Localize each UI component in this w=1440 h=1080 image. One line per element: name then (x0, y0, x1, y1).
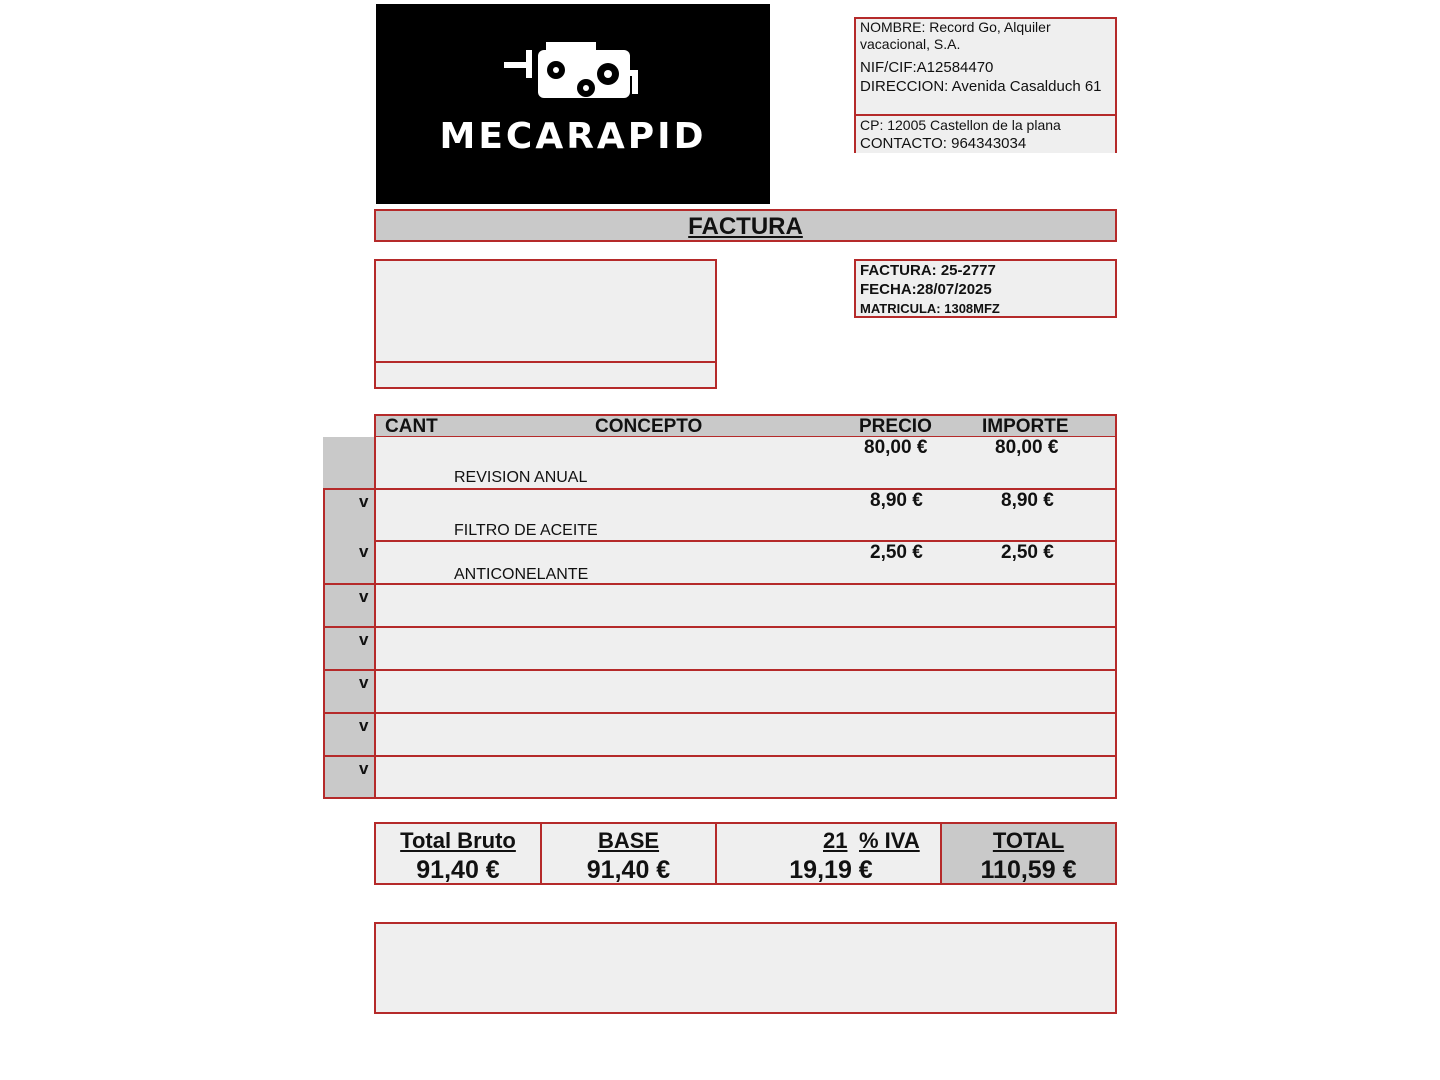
company-contact: CONTACTO: 964343034 (860, 135, 1027, 152)
totals-box (374, 822, 1117, 885)
engine-icon (376, 4, 770, 114)
row-mark: v (359, 630, 369, 649)
total-bruto-label: Total Bruto (400, 828, 516, 853)
row-mark: v (359, 716, 369, 735)
company-nif: NIF/CIF:A12584470 (860, 59, 994, 76)
invoice-number: FACTURA: 25-2777 (860, 262, 996, 279)
row-amount: 80,00 € (995, 437, 1059, 458)
header-cant: CANT (385, 416, 438, 437)
iva-label: % IVA (859, 828, 920, 853)
table-row (374, 626, 1117, 671)
header-concepto: CONCEPTO (595, 416, 703, 437)
total-bruto-cell (376, 824, 542, 883)
notes-box (374, 922, 1117, 1014)
iva-rate: 21 (823, 828, 848, 853)
base-cell (542, 824, 717, 883)
company-info (854, 17, 1117, 153)
iva-cell (717, 824, 942, 883)
table-row (374, 583, 1117, 628)
company-address: DIRECCION: Avenida Casalduch 61 (860, 78, 1102, 95)
row-side-cell (323, 488, 376, 542)
row-side-cell (323, 669, 376, 714)
table-row (374, 712, 1117, 757)
brand-name: MECARAPID (439, 116, 707, 157)
total-bruto-value: 91,40 € (416, 856, 500, 884)
row-description: ANTICONELANTE (454, 566, 589, 583)
row-mark: v (359, 587, 369, 606)
row-price: 8,90 € (870, 490, 923, 511)
company-logo (376, 4, 770, 204)
base-value: 91,40 € (586, 856, 671, 884)
invoice-title: FACTURA (688, 213, 803, 240)
row-mark: v (359, 759, 369, 778)
row-mark: v (359, 673, 369, 692)
client-box (374, 259, 717, 389)
header-importe: IMPORTE (982, 416, 1069, 437)
base-label: BASE (597, 828, 660, 853)
items-header (374, 414, 1117, 438)
invoice-title-bar (374, 209, 1117, 242)
row-price: 2,50 € (870, 542, 923, 563)
table-row (374, 488, 1117, 542)
row-side-cell (323, 437, 376, 490)
company-postal: CP: 12005 Castellon de la plana (860, 117, 1061, 133)
row-price: 80,00 € (864, 437, 928, 458)
iva-value: 19,19 € (789, 856, 873, 884)
total-label: TOTAL (992, 828, 1065, 853)
table-row (374, 669, 1117, 714)
total-cell (942, 824, 1115, 883)
header-precio: PRECIO (859, 416, 932, 437)
row-side-cell (323, 540, 376, 585)
table-row (374, 540, 1117, 585)
row-mark: v (359, 542, 369, 561)
divider (856, 114, 1115, 116)
company-name: NOMBRE: Record Go, Alquiler vacacional, S.A. (860, 19, 1051, 52)
row-side-cell (323, 626, 376, 671)
row-side-cell (323, 755, 376, 799)
divider (376, 361, 715, 363)
row-description: FILTRO DE ACEITE (454, 522, 598, 539)
row-side-cell (323, 583, 376, 628)
invoice-date: FECHA:28/07/2025 (860, 281, 992, 298)
row-side-cell (323, 712, 376, 757)
vehicle-plate: MATRICULA: 1308MFZ (860, 301, 1000, 316)
total-value: 110,59 € (980, 856, 1077, 884)
table-row (374, 437, 1117, 490)
row-amount: 2,50 € (1001, 542, 1054, 563)
row-mark: v (359, 492, 369, 511)
row-description: REVISION ANUAL (454, 469, 588, 486)
row-amount: 8,90 € (1001, 490, 1054, 511)
table-row (374, 755, 1117, 799)
invoice-meta (854, 259, 1117, 318)
